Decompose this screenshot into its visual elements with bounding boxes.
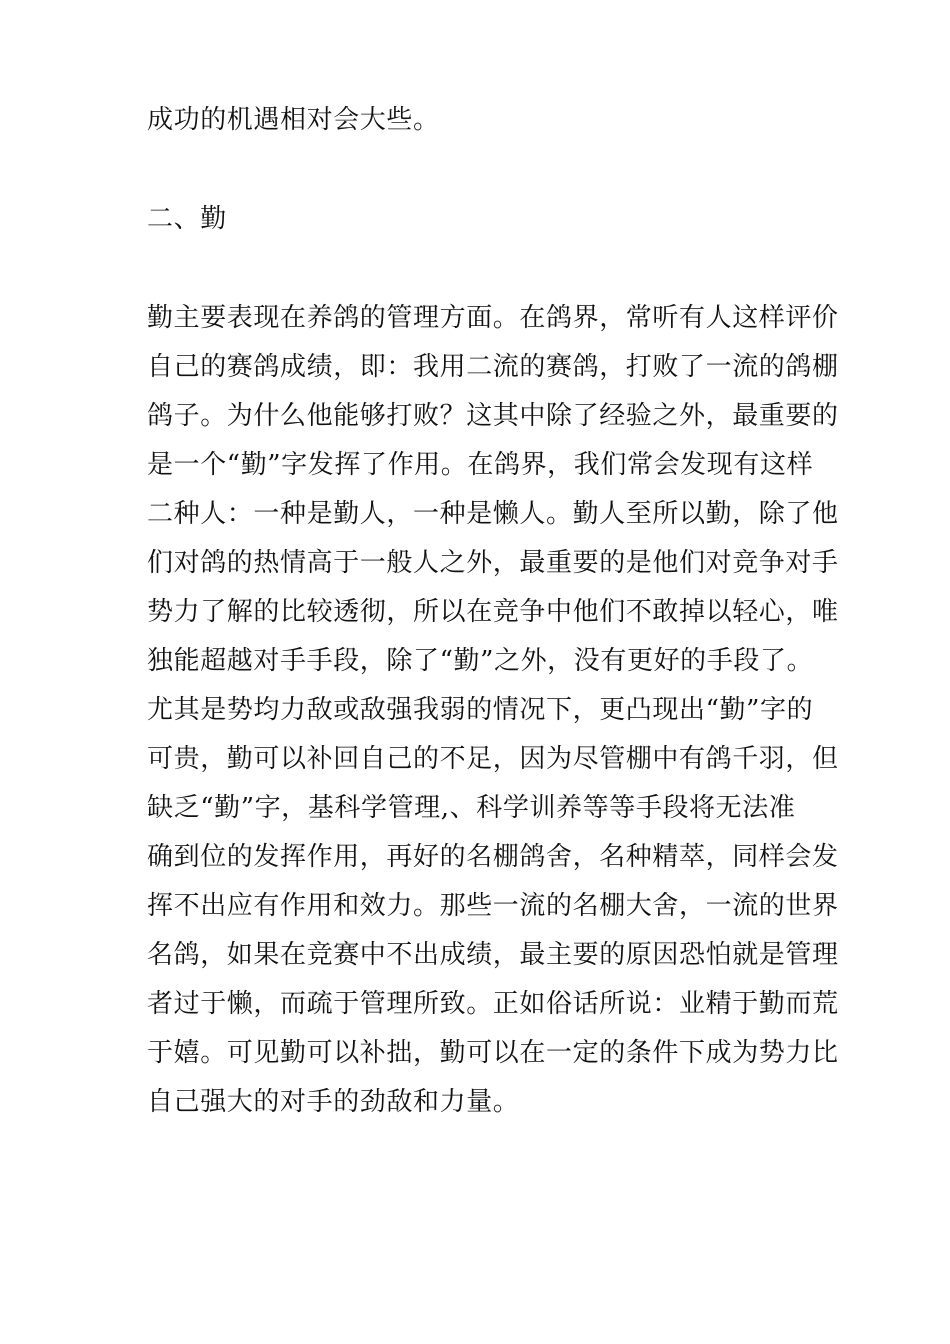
paragraph-line: 勤主要表现在养鸽的管理方面。在鸽界，常听有人这样评价 <box>147 303 839 333</box>
paragraph-line: 于嬉。可见勤可以补拙，勤可以在一定的条件下成为势力比 <box>147 1038 839 1068</box>
paragraph-line: 势力了解的比较透彻，所以在竞争中他们不敢掉以轻心，唯 <box>147 597 839 627</box>
paragraph-line: 尤其是势均力敌或敌强我弱的情况下，更凸现出“勤”字的 <box>147 695 814 725</box>
paragraph-line: 是一个“勤”字发挥了作用。在鸽界，我们常会发现有这样 <box>147 450 814 480</box>
paragraph-line: 挥不出应有作用和效力。那些一流的名棚大舍，一流的世界 <box>147 891 839 921</box>
paragraph-line: 缺乏“勤”字，基科学管理,、科学训养等等手段将无法准 <box>147 793 796 823</box>
paragraph-line: 名鸽，如果在竞赛中不出成绩，最主要的原因恐怕就是管理 <box>147 940 839 970</box>
paragraph-line: 自己强大的对手的劲敌和力量。 <box>147 1087 520 1117</box>
paragraph-line: 们对鸽的热情高于一般人之外，最重要的是他们对竞争对手 <box>147 548 839 578</box>
paragraph-line: 者过于懒，而疏于管理所致。正如俗话所说：业精于勤而荒 <box>147 989 839 1019</box>
paragraph-line: 自己的赛鸽成绩，即：我用二流的赛鸽，打败了一流的鸽棚 <box>147 352 839 382</box>
paragraph-line: 鸽子。为什么他能够打败？这其中除了经验之外，最重要的 <box>147 401 839 431</box>
section-heading: 二、勤 <box>147 204 227 234</box>
paragraph-line: 二种人：一种是勤人，一种是懒人。勤人至所以勤，除了他 <box>147 499 839 529</box>
paragraph-line: 可贵，勤可以补回自己的不足，因为尽管棚中有鸽千羽，但 <box>147 744 839 774</box>
continuation-text: 成功的机遇相对会大些。 <box>147 105 440 135</box>
paragraph-line: 确到位的发挥作用，再好的名棚鸽舍，名种精萃，同样会发 <box>147 842 839 872</box>
paragraph-line: 独能超越对手手段，除了“勤”之外，没有更好的手段了。 <box>147 646 814 676</box>
